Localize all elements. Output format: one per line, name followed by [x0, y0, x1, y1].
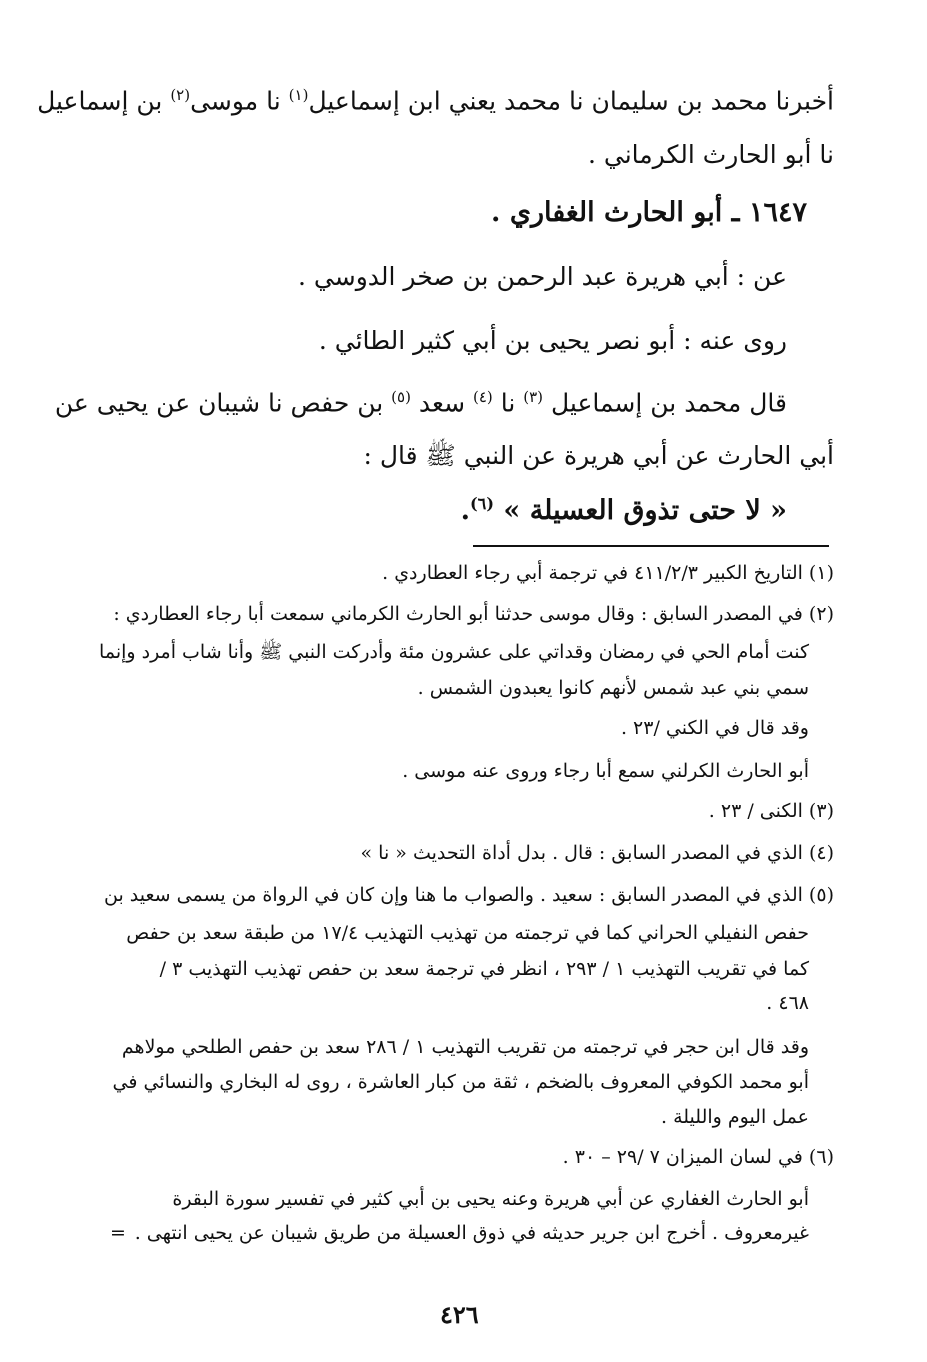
- chain-text-b: نا: [492, 388, 524, 418]
- footnote-4: (٤) الذي في المصدر السابق : قال . بدل أداة التحديث « نا »: [360, 842, 834, 864]
- continuation-mark: =: [110, 1222, 126, 1244]
- isnad-line-2: نا أبو الحارث الكرماني .: [587, 140, 834, 169]
- footnote-ref-1[interactable]: (١): [288, 86, 309, 104]
- footnote-5-line-5: وقد قال ابن حجر في ترجمته من تقريب التهذيب ١ / ٢٨٦ سعد بن حفص الطلحي مولاهم: [121, 1036, 809, 1058]
- footnote-5-line-1: (٥) الذي في المصدر السابق : سعيد . والصواب ما هنا وإن كان في الرواة من يسمى سعيد بن: [104, 884, 834, 906]
- hadith-matn: « لا حتى تذوق العسيلة »: [503, 495, 787, 526]
- isnad-text-1c: بن إسماعيل: [37, 86, 171, 116]
- footnote-2-line-1: (٢) في المصدر السابق : وقال موسى حدثنا أبو الحارث الكرماني سمعت أبا رجاء العطاردي :: [113, 603, 834, 625]
- footnote-5-line-2: حفص النفيلي الحراني كما في ترجمته من تهذيب التهذيب ١٧/٤ من طبقة سعد بن حفص: [126, 922, 809, 944]
- footnote-3: (٣) الكنى / ٢٣ .: [708, 800, 834, 822]
- chain-text-c: سعد: [410, 388, 473, 418]
- footnote-2-line-5: أبو الحارث الكرلني سمع أبا رجاء وروى عنه موسى .: [402, 760, 809, 782]
- chain-text-a: قال محمد بن إسماعيل: [543, 388, 787, 418]
- footnote-ref-6[interactable]: (٦): [469, 494, 495, 513]
- chain-line-1: [55, 388, 787, 417]
- footnote-ref-4[interactable]: (٤): [472, 388, 493, 406]
- footnote-ref-5[interactable]: (٥): [391, 388, 411, 406]
- footnote-1: (١) التاريخ الكبير ٤١١/٢/٣ في ترجمة أبي رجاء العطاردي .: [382, 562, 834, 584]
- isnad-line-1: [37, 86, 834, 115]
- footnote-6-line-3: غيرمعروف . أخرج ابن جرير حديثه في ذوق العسيلة من طريق شيبان عن يحيى انتهى .: [134, 1222, 809, 1244]
- isnad-text-1a: أخبرنا محمد بن سليمان نا محمد يعني ابن إسماعيل: [308, 86, 834, 116]
- footnote-ref-2[interactable]: (٢): [170, 86, 191, 104]
- narrated-by: روى عنه : أبو نصر يحيى بن أبي كثير الطائي .: [318, 326, 787, 355]
- footnote-2-line-4: وقد قال في الكني /٢٣ .: [620, 717, 809, 739]
- entry-heading: ١٦٤٧ ـ أبو الحارث الغفاري .: [491, 197, 807, 228]
- chain-text-d: بن حفص نا شيبان عن يحيى عن: [54, 388, 392, 418]
- footnote-5-line-3: كما في تقريب التهذيب ١ / ٢٩٣ ، انظر في ترجمة سعد بن حفص تهذيب التهذيب ٣ /: [159, 958, 809, 980]
- footnote-ref-3[interactable]: (٣): [523, 388, 544, 406]
- hadith-text: [461, 494, 787, 526]
- footnote-6-line-2: أبو الحارث الغفاري عن أبي هريرة وعنه يحيى بن أبي كثير في تفسير سورة البقرة: [172, 1188, 809, 1210]
- footnote-5-line-4: ٤٦٨ .: [766, 992, 809, 1014]
- footnote-5-line-6: أبو محمد الكوفي المعروف بالضخم ، ثقة من كبار العاشرة ، روى له البخاري والنسائي في: [112, 1071, 809, 1093]
- isnad-text-1b: نا موسى: [190, 86, 289, 116]
- footnote-2-line-3: سمي بني عبد شمس لأنهم كانوا يعبدون الشمس .: [417, 677, 809, 699]
- page-number: ٤٢٦: [440, 1300, 479, 1329]
- footnote-5-line-7: عمل اليوم والليلة .: [661, 1106, 809, 1128]
- footnote-6: (٦) في لسان الميزان ٧ /٢٩ – ٣٠ .: [562, 1146, 834, 1168]
- footnote-2-line-2: كنت أمام الحي في رمضان وقداتي على عشرون مئة وأدركت النبي ﷺ وأنا شاب أمرد وإنما: [99, 641, 809, 663]
- narrates-from: عن : أبي هريرة عبد الرحمن بن صخر الدوسي .: [298, 262, 787, 291]
- hadith-end: .: [460, 495, 470, 526]
- chain-line-2: أبي الحارث عن أبي هريرة عن النبي ﷺ قال :: [363, 441, 834, 470]
- footnote-separator: [473, 545, 829, 547]
